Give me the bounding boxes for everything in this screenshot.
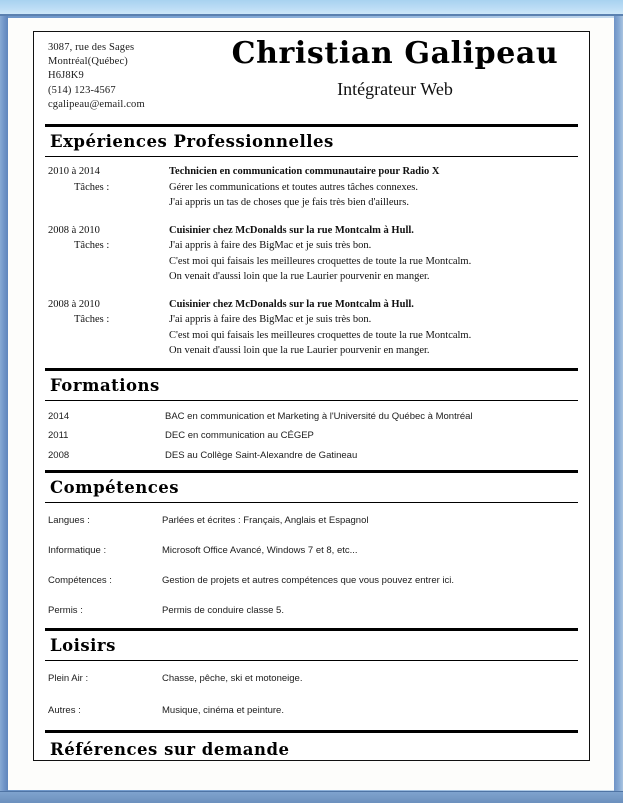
loisirs-list <box>34 661 589 730</box>
resume-border-box <box>33 31 590 761</box>
loisir-detail: Chasse, pêche, ski et motoneige. <box>162 672 303 684</box>
competence-label: Compétences : <box>48 574 112 586</box>
formation-detail: DES au Collège Saint-Alexandre de Gatineau <box>165 449 358 461</box>
formation-row <box>34 410 589 424</box>
experience-detail <box>169 223 589 285</box>
formation-year: 2014 <box>48 410 70 422</box>
formation-detail: DEC en communication au CÉGEP <box>165 430 314 441</box>
competence-label: Langues : <box>48 514 90 526</box>
experience-task: On venait d'aussi loin que la rue Laurier pourvenir en manger. <box>169 345 430 356</box>
competence-detail: Microsoft Office Avancé, Windows 7 et 8, etc... <box>162 544 358 556</box>
experience-detail <box>169 297 589 359</box>
section-title-experience: Expériences Professionnelles <box>50 132 334 151</box>
page-edge-right <box>614 16 623 791</box>
experience-years: 2008 à 2010 <box>48 224 100 236</box>
experience-task: Gérer les communications et toutes autres tâches connexes. <box>169 181 418 193</box>
experience-years: 2008 à 2010 <box>48 298 100 310</box>
experience-task: J'ai appris un tas de choses que je fais très bien d'ailleurs. <box>169 197 409 208</box>
competence-detail: Parlées et écrites : Français, Anglais et Espagnol <box>162 514 369 526</box>
competence-row <box>34 514 589 528</box>
competence-label: Informatique : <box>48 544 107 556</box>
experience-tasks-label: Tâches : <box>74 240 110 251</box>
experience-tasks-label: Tâches : <box>74 181 110 193</box>
competence-detail: Permis de conduire classe 5. <box>162 604 284 616</box>
experience-list <box>34 157 589 368</box>
experience-entry <box>34 223 589 285</box>
section-experience <box>34 124 589 368</box>
section-competences <box>34 470 589 628</box>
formation-year: 2011 <box>48 430 69 441</box>
section-title-loisirs: Loisirs <box>50 635 116 655</box>
contact-phone: (514) 123-4567 <box>48 84 116 96</box>
competence-detail: Gestion de projets et autres compétences que vous pouvez entrer ici. <box>162 574 455 586</box>
contact-email: cgalipeau@email.com <box>48 98 145 110</box>
loisir-label: Autres : <box>48 704 81 716</box>
section-loisirs <box>34 628 589 730</box>
formation-row <box>34 449 589 463</box>
section-title-competences: Compétences <box>50 477 180 497</box>
experience-years: 2010 à 2014 <box>48 166 100 177</box>
experience-task: C'est moi qui faisais les meilleures croquettes de toute la rue Montcalm. <box>169 329 472 341</box>
competence-row <box>34 604 589 618</box>
experience-role: Technicien en communication communautaire pour Radio X <box>169 166 440 177</box>
competence-label: Permis : <box>48 604 83 616</box>
name-block <box>209 36 581 102</box>
experience-task: J'ai appris à faire des BigMac et je suis très bon. <box>169 314 372 325</box>
page-edge-top <box>0 0 623 16</box>
competence-row <box>34 544 589 558</box>
formation-year: 2008 <box>48 449 70 461</box>
formation-row <box>34 429 589 443</box>
candidate-name: Christian Galipeau <box>231 36 559 71</box>
experience-entry <box>34 297 589 359</box>
section-formations <box>34 368 589 470</box>
candidate-job-title: Intégrateur Web <box>337 79 453 99</box>
resume-header <box>34 32 589 124</box>
section-title-formations: Formations <box>50 375 160 395</box>
experience-role: Cuisinier chez McDonalds sur la rue Montcalm à Hull. <box>169 224 414 236</box>
contact-postal-code: H6J8K9 <box>48 70 84 82</box>
experience-detail <box>169 164 589 211</box>
loisir-row <box>34 704 589 718</box>
experience-meta <box>34 297 169 359</box>
loisir-row <box>34 672 589 686</box>
competence-row <box>34 574 589 588</box>
experience-meta <box>34 164 169 211</box>
section-title-references: Références sur demande <box>50 739 290 759</box>
resume-page <box>8 18 614 790</box>
experience-entry <box>34 164 589 211</box>
loisir-detail: Musique, cinéma et peinture. <box>162 704 284 716</box>
section-references <box>34 730 589 764</box>
experience-tasks-label: Tâches : <box>74 314 110 325</box>
competences-list <box>34 503 589 628</box>
formations-list <box>34 401 589 470</box>
contact-block <box>48 41 145 112</box>
page-edge-bottom <box>0 791 623 803</box>
page-edge-left <box>0 16 8 791</box>
formation-detail: BAC en communication et Marketing à l'Université du Québec à Montréal <box>165 410 473 422</box>
loisir-label: Plein Air : <box>48 672 89 684</box>
experience-task: J'ai appris à faire des BigMac et je suis très bon. <box>169 240 372 251</box>
contact-city: Montréal(Québec) <box>48 56 128 68</box>
experience-task: C'est moi qui faisais les meilleures croquettes de toute la rue Montcalm. <box>169 255 472 267</box>
contact-street: 3087, rue des Sages <box>48 42 135 53</box>
experience-task: On venait d'aussi loin que la rue Laurier pourvenir en manger. <box>169 271 430 282</box>
experience-role: Cuisinier chez McDonalds sur la rue Montcalm à Hull. <box>169 298 414 310</box>
experience-meta <box>34 223 169 285</box>
